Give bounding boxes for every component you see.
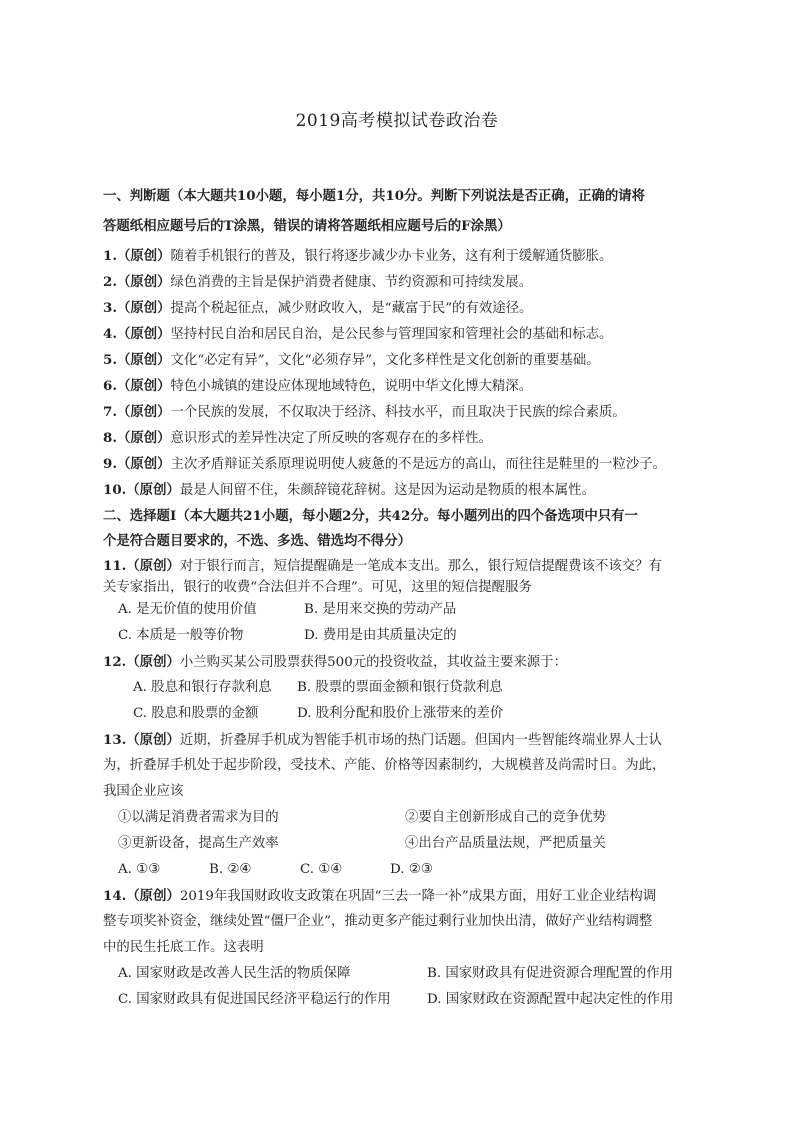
question-14-cont: 中的民生托底工作。这表明 xyxy=(103,940,264,955)
judge-item: 1.（原创）随着手机银行的普及，银行将逐步减少办卡业务，这有利于缓解通货膨胀。 xyxy=(103,248,613,264)
judge-item: 10.（原创）最是人间留不住，朱颜辞镜花辞树。这是因为运动是物质的根本属性。 xyxy=(103,482,595,498)
judge-item: 4.（原创）坚持村民自治和居民自治，是公民参与管理国家和管理社会的基础和标志。 xyxy=(103,326,613,342)
section1-heading-cont: 答题纸相应题号后的T涂黑，错误的请将答题纸相应题号后的F涂黑） xyxy=(103,218,511,234)
question-14: 14.（原创）2019年我国财政收支政策在巩固“三去一降一补”成果方面，用好工业企业结构调 xyxy=(103,888,657,904)
q14-option-c: C. 国家财政具有促进国民经济平稳运行的作用 xyxy=(118,992,391,1007)
q11-option-a: A. 是无价值的使用价值 xyxy=(118,602,257,617)
q13-statement-2: ②要自主创新形成自己的竞争优势 xyxy=(405,810,606,825)
q13-statement-4: ④出台产品质量法规，严把质量关 xyxy=(405,836,606,851)
q13-option-b: B. ②④ xyxy=(209,862,252,877)
q13-option-c: C. ①④ xyxy=(300,862,343,877)
judge-item: 6.（原创）特色小城镇的建设应体现地域特色，说明中华文化博大精深。 xyxy=(103,378,533,394)
q12-option-c: C. 股息和股票的金额 xyxy=(133,706,259,721)
page-title: 2019高考模拟试卷政治卷 xyxy=(295,111,499,131)
judge-item: 2.（原创）绿色消费的主旨是保护消费者健康、节约资源和可持续发展。 xyxy=(103,274,533,290)
judge-item: 8.（原创）意识形式的差异性决定了所反映的客观存在的多样性。 xyxy=(103,430,492,446)
judge-item: 5.（原创）文化“必定有异”，文化“必须存异”，文化多样性是文化创新的重要基础。 xyxy=(103,352,600,368)
question-14-cont: 整专项奖补资金，继续处置“僵尸企业”，推动更多产能过剩行业加快出清，做好产业结构调整 xyxy=(103,914,653,929)
q11-option-d: D. 费用是由其质量决定的 xyxy=(304,628,457,643)
q11-option-c: C. 本质是一般等价物 xyxy=(118,628,244,643)
judge-item: 9.（原创）主次矛盾辩证关系原理说明使人疲惫的不是远方的高山，而往往是鞋里的一粒沙子。 xyxy=(103,456,666,472)
section1-heading: 一、判断题（本大题共10小题，每小题1分，共10分。判断下列说法是否正确，正确的请将 xyxy=(103,188,646,204)
q13-statement-1: ①以满足消费者需求为目的 xyxy=(118,810,279,825)
question-13-cont: 我国企业应该 xyxy=(103,784,184,799)
q13-statement-3: ③更新设备，提高生产效率 xyxy=(118,836,279,851)
q13-option-a: A. ①③ xyxy=(118,862,161,877)
section2-heading: 二、选择题Ⅰ（本大题共21小题，每小题2分，共42分。每小题列出的四个备选项中只有一 xyxy=(103,508,638,524)
q12-option-a: A. 股息和银行存款利息 xyxy=(133,680,272,695)
question-13-cont: 为，折叠屏手机处于起步阶段，受技术、产能、价格等因素制约，大规模普及尚需时日。为此， xyxy=(103,758,666,773)
q14-option-a: A. 国家财政是改善人民生活的物质保障 xyxy=(118,966,351,981)
section2-heading-cont: 个是符合题目要求的，不选、多选、错选均不得分） xyxy=(103,533,411,549)
q14-option-d: D. 国家财政在资源配置中起决定性的作用 xyxy=(427,992,674,1007)
q12-option-d: D. 股利分配和股价上涨带来的差价 xyxy=(297,706,504,721)
q13-option-d: D. ②③ xyxy=(390,862,433,877)
question-13: 13.（原创）近期，折叠屏手机成为智能手机市场的热门话题。但国内一些智能终端业界人士认 xyxy=(103,732,662,748)
q11-option-b: B. 是用来交换的劳动产品 xyxy=(304,602,457,617)
judge-item: 3.（原创）提高个税起征点，减少财政收入，是“藏富于民”的有效途径。 xyxy=(103,300,533,316)
question-11: 11.（原创）对于银行而言，短信提醒确是一笔成本支出。那么，银行短信提醒费该不该交？有 xyxy=(103,558,662,574)
q12-option-b: B. 股票的票面金额和银行贷款利息 xyxy=(297,680,503,695)
judge-item: 7.（原创）一个民族的发展，不仅取决于经济、科技水平，而且取决于民族的综合素质。 xyxy=(103,404,626,420)
question-11-cont: 关专家指出，银行的收费“合法但并不合理”。可见，这里的短信提醒服务 xyxy=(103,580,532,595)
question-12: 12.（原创）小兰购买某公司股票获得500元的投资收益，其收益主要来源于： xyxy=(103,654,567,670)
q14-option-b: B. 国家财政具有促进资源合理配置的作用 xyxy=(427,966,673,981)
